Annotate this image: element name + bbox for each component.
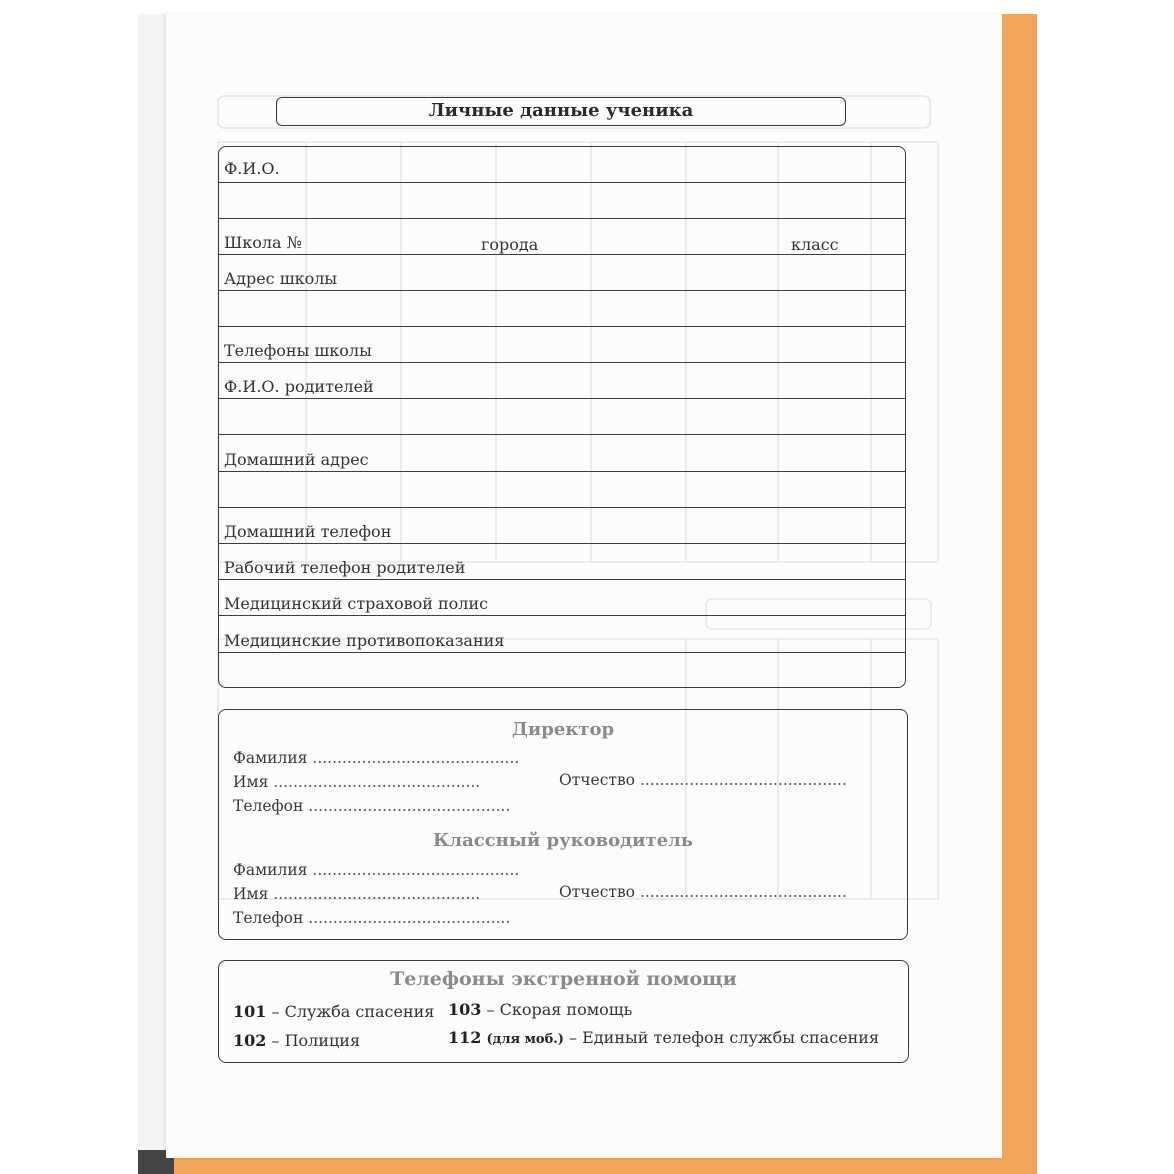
contraindications-line[interactable]	[219, 652, 905, 653]
teacher-phone-label: Телефон	[233, 909, 304, 927]
teacher-phone-dots: .........................................	[308, 909, 511, 927]
director-name-label: Имя	[233, 773, 269, 791]
school-line[interactable]	[219, 254, 905, 255]
medical-policy-label: Медицинский страховой полис	[224, 594, 489, 613]
teacher-phone-field[interactable]	[233, 909, 510, 927]
home-phone-label: Домашний телефон	[224, 522, 392, 541]
page-title: Личные данные ученика	[428, 100, 694, 121]
emergency-item-112	[448, 1028, 879, 1047]
teacher-surname-field[interactable]	[233, 861, 519, 879]
home-phone-line[interactable]	[219, 543, 905, 544]
phone-number: 101	[233, 1002, 267, 1021]
school-phones-label: Телефоны школы	[224, 341, 372, 360]
director-phone-label: Телефон	[233, 797, 304, 815]
emergency-item-101	[233, 1002, 434, 1021]
parents-fio-line[interactable]	[219, 398, 905, 399]
home-address-line-2[interactable]	[219, 507, 905, 508]
director-surname-label: Фамилия	[233, 749, 308, 767]
medical-policy-line[interactable]	[219, 615, 905, 616]
director-patronymic-field[interactable]	[559, 771, 847, 789]
director-patronymic-dots: ..........................................	[639, 771, 847, 789]
director-name-field[interactable]	[233, 773, 480, 791]
school-address-line-2[interactable]	[219, 326, 905, 327]
staff-contacts-box	[218, 709, 908, 940]
phone-label: – Служба спасения	[271, 1002, 435, 1021]
school-address-label: Адрес школы	[224, 269, 338, 288]
emergency-item-103	[448, 1000, 632, 1019]
teacher-name-field[interactable]	[233, 885, 480, 903]
teacher-patronymic-dots: ..........................................	[639, 883, 847, 901]
emergency-phones-box	[218, 960, 909, 1063]
director-heading: Директор	[511, 719, 615, 740]
school-address-line[interactable]	[219, 290, 905, 291]
director-phone-field[interactable]	[233, 797, 510, 815]
class-teacher-heading: Классный руководитель	[433, 830, 693, 851]
fio-line[interactable]	[219, 182, 905, 183]
director-surname-field[interactable]	[233, 749, 519, 767]
phone-label: – Скорая помощь	[486, 1000, 633, 1019]
director-name-dots: ..........................................	[273, 773, 481, 791]
director-patronymic-label: Отчество	[559, 771, 636, 789]
teacher-surname-dots: ..........................................	[312, 861, 520, 879]
phone-number: 112	[448, 1028, 482, 1047]
teacher-name-dots: ..........................................	[273, 885, 481, 903]
fio-label: Ф.И.О.	[224, 159, 280, 178]
teacher-patronymic-field[interactable]	[559, 883, 847, 901]
parents-fio-line-2[interactable]	[219, 434, 905, 435]
city-label: города	[481, 235, 539, 254]
class-label: класс	[791, 235, 839, 254]
parents-work-phone-label: Рабочий телефон родителей	[224, 558, 466, 577]
book-cover-bottom	[138, 1158, 1037, 1174]
phone-number: 102	[233, 1031, 267, 1050]
teacher-name-label: Имя	[233, 885, 269, 903]
teacher-patronymic-label: Отчество	[559, 883, 636, 901]
home-address-line[interactable]	[219, 471, 905, 472]
phone-note: (для моб.)	[486, 1032, 564, 1047]
phone-label: – Единый телефон службы спасения	[569, 1028, 880, 1047]
home-address-label: Домашний адрес	[224, 450, 369, 469]
director-surname-dots: ..........................................	[312, 749, 520, 767]
emergency-heading: Телефоны экстренной помощи	[390, 968, 737, 990]
phone-label: – Полиция	[271, 1031, 361, 1050]
school-phones-line[interactable]	[219, 362, 905, 363]
contraindications-label: Медицинские противопоказания	[224, 631, 505, 650]
director-phone-dots: .........................................	[308, 797, 511, 815]
personal-data-title-box	[276, 97, 846, 126]
emergency-item-102	[233, 1031, 360, 1050]
notebook-page	[166, 14, 1002, 1158]
parents-fio-label: Ф.И.О. родителей	[224, 377, 374, 396]
school-number-label: Школа №	[224, 233, 302, 252]
fio-line-2[interactable]	[219, 218, 905, 219]
personal-data-form	[218, 146, 906, 688]
teacher-surname-label: Фамилия	[233, 861, 308, 879]
parents-work-phone-line[interactable]	[219, 579, 905, 580]
phone-number: 103	[448, 1000, 482, 1019]
